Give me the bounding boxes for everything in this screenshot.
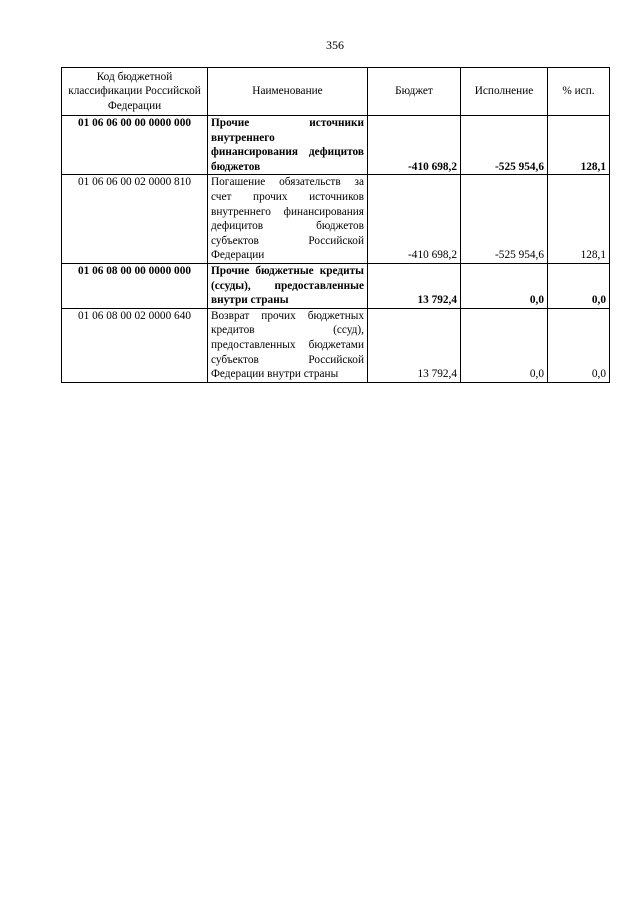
header-name: Наименование [208, 68, 368, 116]
row-code: 01 06 06 00 02 0000 810 [62, 175, 208, 264]
header-execution: Исполнение [461, 68, 548, 116]
header-budget: Бюджет [368, 68, 461, 116]
row-budget: 13 792,4 [368, 308, 461, 382]
row-percent: 0,0 [548, 308, 610, 382]
table-row [62, 308, 610, 382]
row-execution: -525 954,6 [461, 116, 548, 175]
row-name [208, 116, 368, 175]
table-header-row [62, 68, 610, 116]
row-code: 01 06 06 00 00 0000 000 [62, 116, 208, 175]
table-row [62, 263, 610, 308]
header-code: Код бюджетной классификации Российской Федерации [62, 68, 208, 116]
row-execution: -525 954,6 [461, 175, 548, 264]
row-percent: 0,0 [548, 263, 610, 308]
row-execution: 0,0 [461, 263, 548, 308]
table-row [62, 175, 610, 264]
row-name-text: Прочие источники внутреннего финансирования дефицитов бюджетов [211, 117, 364, 173]
row-percent: 128,1 [548, 116, 610, 175]
row-name [208, 263, 368, 308]
row-code: 01 06 08 00 00 0000 000 [62, 263, 208, 308]
row-percent: 128,1 [548, 175, 610, 264]
row-name-text: Прочие бюджетные кредиты (ссуды), предоставленные внутри страны [211, 264, 364, 307]
row-name-text: Погашение обязательств за счет прочих источников внутреннего финансирования дефицитов бюджетов субъектов Российской Федерации [211, 176, 364, 262]
header-percent: % исп. [548, 68, 610, 116]
budget-table [61, 67, 610, 383]
row-name-text: Возврат прочих бюджетных кредитов (ссуд), предоставленных бюджетами субъектов Российской Федерации внутри страны [211, 309, 364, 381]
row-budget: -410 698,2 [368, 175, 461, 264]
table-row [62, 116, 610, 175]
row-budget: 13 792,4 [368, 263, 461, 308]
row-execution: 0,0 [461, 308, 548, 382]
row-name [208, 308, 368, 382]
page-number: 356 [326, 38, 344, 52]
row-budget: -410 698,2 [368, 116, 461, 175]
row-code: 01 06 08 00 02 0000 640 [62, 308, 208, 382]
row-name [208, 175, 368, 264]
